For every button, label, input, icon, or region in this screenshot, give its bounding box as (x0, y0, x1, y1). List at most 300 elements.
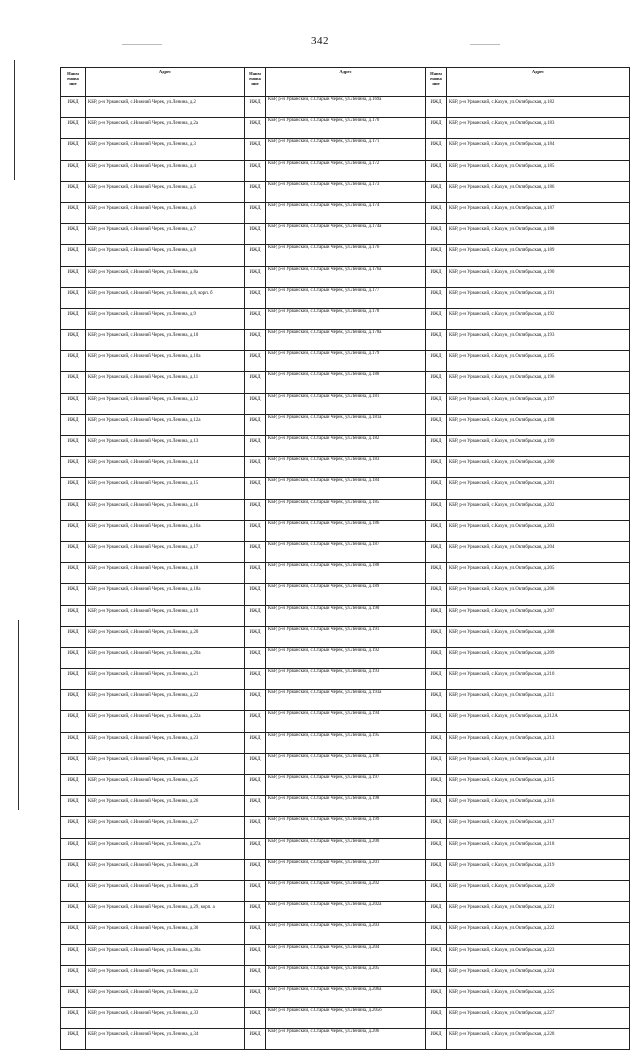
row-kind-1: ИЖД (61, 605, 86, 626)
row-kind-3: ИЖД (426, 1008, 447, 1029)
table-row (61, 478, 630, 499)
row-address-2: КБР, р-н Урванский, с.Старый Черек, ул.Ленина, д.193 (266, 669, 426, 690)
row-address-3: КБР, р-н Урванский, с.Кахун, ул.Октябрьская, д.206 (447, 584, 630, 605)
row-kind-1: ИЖД (61, 690, 86, 711)
table-row (61, 160, 630, 181)
table-row (61, 965, 630, 986)
row-kind-1: ИЖД (61, 880, 86, 901)
row-kind-1: ИЖД (61, 859, 86, 880)
row-address-2: КБР, р-н Урванский, с.Старый Черек, ул.Ленина, д.206 (266, 1029, 426, 1050)
row-address-3: КБР, р-н Урванский, с.Кахун, ул.Октябрьская, д.183 (447, 118, 630, 139)
table-row (61, 690, 630, 711)
row-kind-2: ИЖД (245, 351, 266, 372)
row-address-3: КБР, р-н Урванский, с.Кахун, ул.Октябрьская, д.216 (447, 796, 630, 817)
row-kind-3: ИЖД (426, 520, 447, 541)
row-address-1: КБР, р-н Урванский, с.Нижний Черек, ул.Ленина, д.16а (86, 520, 245, 541)
table-row (61, 393, 630, 414)
row-address-2: КБР, р-н Урванский, с.Старый Черек, ул.Ленина, д.180 (266, 372, 426, 393)
table-row (61, 732, 630, 753)
table-row (61, 584, 630, 605)
header-address-2: Адрес (266, 68, 426, 97)
header-address-3: Адрес (447, 68, 630, 97)
row-address-3: КБР, р-н Урванский, с.Кахун, ул.Октябрьская, д.225 (447, 986, 630, 1007)
table-row (61, 520, 630, 541)
row-kind-2: ИЖД (245, 965, 266, 986)
row-kind-2: ИЖД (245, 711, 266, 732)
row-address-3: КБР, р-н Урванский, с.Кахун, ул.Октябрьская, д.214 (447, 753, 630, 774)
row-kind-1: ИЖД (61, 563, 86, 584)
row-address-3: КБР, р-н Урванский, с.Кахун, ул.Октябрьская, д.200 (447, 457, 630, 478)
row-kind-1: ИЖД (61, 224, 86, 245)
row-kind-1: ИЖД (61, 732, 86, 753)
row-kind-2: ИЖД (245, 181, 266, 202)
row-kind-1: ИЖД (61, 372, 86, 393)
row-address-2: КБР, р-н Урванский, с.Старый Черек, ул.Ленина, д.184 (266, 478, 426, 499)
row-kind-2: ИЖД (245, 202, 266, 223)
row-address-1: КБР, р-н Урванский, с.Нижний Черек, ул.Ленина, д.2 (86, 97, 245, 118)
row-kind-1: ИЖД (61, 838, 86, 859)
row-kind-2: ИЖД (245, 880, 266, 901)
row-address-2: КБР, р-н Урванский, с.Старый Черек, ул.Ленина, д.194 (266, 711, 426, 732)
row-kind-2: ИЖД (245, 626, 266, 647)
row-kind-3: ИЖД (426, 245, 447, 266)
row-address-3: КБР, р-н Урванский, с.Кахун, ул.Октябрьская, д.195 (447, 351, 630, 372)
row-kind-3: ИЖД (426, 605, 447, 626)
row-address-1: КБР, р-н Урванский, с.Нижний Черек, ул.Ленина, д.28 (86, 859, 245, 880)
row-kind-1: ИЖД (61, 711, 86, 732)
row-kind-3: ИЖД (426, 859, 447, 880)
table-row (61, 266, 630, 287)
row-kind-3: ИЖД (426, 224, 447, 245)
row-address-2: КБР, р-н Урванский, с.Старый Черек, ул.Ленина, д.195 (266, 732, 426, 753)
row-address-2: КБР, р-н Урванский, с.Старый Черек, ул.Ленина, д.178 (266, 308, 426, 329)
row-kind-3: ИЖД (426, 414, 447, 435)
row-address-1: КБР, р-н Урванский, с.Нижний Черек, ул.Ленина, д.34 (86, 1029, 245, 1050)
row-address-1: КБР, р-н Урванский, с.Нижний Черек, ул.Ленина, д.12 (86, 393, 245, 414)
table-row (61, 499, 630, 520)
row-kind-3: ИЖД (426, 753, 447, 774)
row-kind-2: ИЖД (245, 732, 266, 753)
row-kind-3: ИЖД (426, 478, 447, 499)
row-address-1: КБР, р-н Урванский, с.Нижний Черек, ул.Ленина, д.29 (86, 880, 245, 901)
row-kind-1: ИЖД (61, 796, 86, 817)
header-address-1: Адрес (86, 68, 245, 97)
row-address-3: КБР, р-н Урванский, с.Кахун, ул.Октябрьская, д.222 (447, 923, 630, 944)
row-address-1: КБР, р-н Урванский, с.Нижний Черек, ул.Ленина, д.3 (86, 139, 245, 160)
row-kind-2: ИЖД (245, 436, 266, 457)
row-address-1: КБР, р-н Урванский, с.Нижний Черек, ул.Ленина, д.12а (86, 414, 245, 435)
row-kind-3: ИЖД (426, 626, 447, 647)
row-address-1: КБР, р-н Урванский, с.Нижний Черек, ул.Ленина, д.30а (86, 944, 245, 965)
table-row (61, 647, 630, 668)
row-address-3: КБР, р-н Урванский, с.Кахун, ул.Октябрьская, д.196 (447, 372, 630, 393)
table-row (61, 880, 630, 901)
row-kind-2: ИЖД (245, 330, 266, 351)
table-row (61, 796, 630, 817)
row-address-3: КБР, р-н Урванский, с.Кахун, ул.Октябрьская, д.191 (447, 287, 630, 308)
row-kind-3: ИЖД (426, 817, 447, 838)
row-kind-1: ИЖД (61, 139, 86, 160)
row-kind-3: ИЖД (426, 308, 447, 329)
row-address-1: КБР, р-н Урванский, с.Нижний Черек, ул.Ленина, д.33 (86, 1008, 245, 1029)
row-kind-2: ИЖД (245, 817, 266, 838)
row-kind-1: ИЖД (61, 1008, 86, 1029)
table-row (61, 1029, 630, 1050)
row-kind-1: ИЖД (61, 436, 86, 457)
row-address-3: КБР, р-н Урванский, с.Кахун, ул.Октябрьская, д.192 (447, 308, 630, 329)
row-address-3: КБР, р-н Урванский, с.Кахун, ул.Октябрьская, д.204 (447, 541, 630, 562)
row-address-2: КБР, р-н Урванский, с.Старый Черек, ул.Ленина, д.174а (266, 224, 426, 245)
row-address-3: КБР, р-н Урванский, с.Кахун, ул.Октябрьская, д.190 (447, 266, 630, 287)
row-kind-2: ИЖД (245, 457, 266, 478)
row-address-3: КБР, р-н Урванский, с.Кахун, ул.Октябрьская, д.208 (447, 626, 630, 647)
row-kind-3: ИЖД (426, 690, 447, 711)
row-address-3: КБР, р-н Урванский, с.Кахун, ул.Октябрьская, д.205 (447, 563, 630, 584)
row-address-3: КБР, р-н Урванский, с.Кахун, ул.Октябрьская, д.213 (447, 732, 630, 753)
row-address-3: КБР, р-н Урванский, с.Кахун, ул.Октябрьская, д.184 (447, 139, 630, 160)
row-kind-3: ИЖД (426, 160, 447, 181)
row-kind-2: ИЖД (245, 647, 266, 668)
row-kind-3: ИЖД (426, 1029, 447, 1050)
row-address-2: КБР, р-н Урванский, с.Старый Черек, ул.Ленина, д.192 (266, 647, 426, 668)
row-address-3: КБР, р-н Урванский, с.Кахун, ул.Октябрьская, д.224 (447, 965, 630, 986)
row-kind-3: ИЖД (426, 796, 447, 817)
row-kind-1: ИЖД (61, 266, 86, 287)
row-kind-2: ИЖД (245, 838, 266, 859)
header-kind-1: Наим енова ние (61, 68, 86, 97)
row-address-1: КБР, р-н Урванский, с.Нижний Черек, ул.Ленина, д.8а (86, 266, 245, 287)
table-row (61, 97, 630, 118)
row-kind-1: ИЖД (61, 986, 86, 1007)
row-address-2: КБР, р-н Урванский, с.Старый Черек, ул.Ленина, д.202а (266, 902, 426, 923)
row-kind-2: ИЖД (245, 308, 266, 329)
row-kind-3: ИЖД (426, 965, 447, 986)
row-address-1: КБР, р-н Урванский, с.Нижний Черек, ул.Ленина, д.24 (86, 753, 245, 774)
table-row (61, 245, 630, 266)
table-row (61, 563, 630, 584)
table-row (61, 944, 630, 965)
table-row (61, 287, 630, 308)
row-address-2: КБР, р-н Урванский, с.Старый Черек, ул.Ленина, д.170 (266, 118, 426, 139)
row-address-1: КБР, р-н Урванский, с.Нижний Черек, ул.Ленина, д.21 (86, 669, 245, 690)
row-address-1: КБР, р-н Урванский, с.Нижний Черек, ул.Ленина, д.8, корп. б (86, 287, 245, 308)
row-address-2: КБР, р-н Урванский, с.Старый Черек, ул.Ленина, д.173 (266, 181, 426, 202)
row-address-2: КБР, р-н Урванский, с.Старый Черек, ул.Ленина, д.198 (266, 796, 426, 817)
scan-artifact-margin-line (14, 60, 15, 180)
row-kind-3: ИЖД (426, 563, 447, 584)
row-kind-3: ИЖД (426, 944, 447, 965)
row-kind-1: ИЖД (61, 753, 86, 774)
row-address-1: КБР, р-н Урванский, с.Нижний Черек, ул.Ленина, д.20а (86, 647, 245, 668)
row-kind-1: ИЖД (61, 584, 86, 605)
table-row (61, 308, 630, 329)
row-kind-3: ИЖД (426, 287, 447, 308)
row-address-1: КБР, р-н Урванский, с.Нижний Черек, ул.Ленина, д.27 (86, 817, 245, 838)
row-kind-1: ИЖД (61, 647, 86, 668)
table-row (61, 224, 630, 245)
row-address-3: КБР, р-н Урванский, с.Кахун, ул.Октябрьская, д.198 (447, 414, 630, 435)
row-address-3: КБР, р-н Урванский, с.Кахун, ул.Октябрьская, д.227 (447, 1008, 630, 1029)
row-kind-2: ИЖД (245, 563, 266, 584)
row-address-1: КБР, р-н Урванский, с.Нижний Черек, ул.Ленина, д.15 (86, 478, 245, 499)
table-row (61, 859, 630, 880)
row-address-1: КБР, р-н Урванский, с.Нижний Черек, ул.Ленина, д.11 (86, 372, 245, 393)
row-address-2: КБР, р-н Урванский, с.Старый Черек, ул.Ленина, д.181а (266, 414, 426, 435)
row-address-2: КБР, р-н Урванский, с.Старый Черек, ул.Ленина, д.176а (266, 266, 426, 287)
row-kind-2: ИЖД (245, 796, 266, 817)
row-kind-1: ИЖД (61, 351, 86, 372)
table-row (61, 711, 630, 732)
row-kind-1: ИЖД (61, 202, 86, 223)
row-kind-2: ИЖД (245, 859, 266, 880)
row-kind-2: ИЖД (245, 775, 266, 796)
row-address-1: КБР, р-н Урванский, с.Нижний Черек, ул.Ленина, д.19 (86, 605, 245, 626)
table-row (61, 986, 630, 1007)
table-row (61, 351, 630, 372)
row-kind-2: ИЖД (245, 669, 266, 690)
row-kind-3: ИЖД (426, 711, 447, 732)
row-address-1: КБР, р-н Урванский, с.Нижний Черек, ул.Ленина, д.20 (86, 626, 245, 647)
row-address-1: КБР, р-н Урванский, с.Нижний Черек, ул.Ленина, д.10 (86, 330, 245, 351)
row-address-2: КБР, р-н Урванский, с.Старый Черек, ул.Ленина, д.200 (266, 838, 426, 859)
row-address-2: КБР, р-н Урванский, с.Старый Черек, ул.Ленина, д.205б (266, 1008, 426, 1029)
row-address-1: КБР, р-н Урванский, с.Нижний Черек, ул.Ленина, д.22 (86, 690, 245, 711)
row-kind-2: ИЖД (245, 1029, 266, 1050)
row-address-2: КБР, р-н Урванский, с.Старый Черек, ул.Ленина, д.203 (266, 923, 426, 944)
row-kind-2: ИЖД (245, 266, 266, 287)
row-address-2: КБР, р-н Урванский, с.Старый Черек, ул.Ленина, д.197 (266, 775, 426, 796)
table-row (61, 817, 630, 838)
table-row (61, 626, 630, 647)
row-kind-2: ИЖД (245, 160, 266, 181)
row-address-3: КБР, р-н Урванский, с.Кахун, ул.Октябрьская, д.207 (447, 605, 630, 626)
row-address-1: КБР, р-н Урванский, с.Нижний Черек, ул.Ленина, д.10а (86, 351, 245, 372)
row-kind-2: ИЖД (245, 372, 266, 393)
row-kind-1: ИЖД (61, 626, 86, 647)
row-address-3: КБР, р-н Урванский, с.Кахун, ул.Октябрьская, д.210 (447, 669, 630, 690)
row-kind-1: ИЖД (61, 965, 86, 986)
row-address-2: КБР, р-н Урванский, с.Старый Черек, ул.Ленина, д.183 (266, 457, 426, 478)
row-kind-1: ИЖД (61, 308, 86, 329)
row-kind-2: ИЖД (245, 690, 266, 711)
table-row (61, 541, 630, 562)
row-address-1: КБР, р-н Урванский, с.Нижний Черек, ул.Ленина, д.26 (86, 796, 245, 817)
table-row (61, 414, 630, 435)
row-address-3: КБР, р-н Урванский, с.Кахун, ул.Октябрьская, д.202 (447, 499, 630, 520)
row-kind-3: ИЖД (426, 986, 447, 1007)
table-row (61, 775, 630, 796)
row-kind-3: ИЖД (426, 266, 447, 287)
table-row (61, 605, 630, 626)
row-kind-1: ИЖД (61, 330, 86, 351)
row-kind-3: ИЖД (426, 584, 447, 605)
address-registry-table (60, 67, 630, 1050)
row-address-2: КБР, р-н Урванский, с.Старый Черек, ул.Ленина, д.172 (266, 160, 426, 181)
row-address-2: КБР, р-н Урванский, с.Старый Черек, ул.Ленина, д.193а (266, 690, 426, 711)
row-address-2: КБР, р-н Урванский, с.Старый Черек, ул.Ленина, д.205 (266, 965, 426, 986)
row-kind-1: ИЖД (61, 181, 86, 202)
row-kind-2: ИЖД (245, 753, 266, 774)
header-kind-3: Наим енова ние (426, 68, 447, 97)
row-kind-1: ИЖД (61, 499, 86, 520)
row-address-3: КБР, р-н Урванский, с.Кахун, ул.Октябрьская, д.186 (447, 181, 630, 202)
row-kind-3: ИЖД (426, 457, 447, 478)
row-address-2: КБР, р-н Урванский, с.Старый Черек, ул.Ленина, д.182 (266, 436, 426, 457)
row-address-3: КБР, р-н Урванский, с.Кахун, ул.Октябрьская, д.189 (447, 245, 630, 266)
row-address-3: КБР, р-н Урванский, с.Кахун, ул.Октябрьская, д.218 (447, 838, 630, 859)
row-address-2: КБР, р-н Урванский, с.Старый Черек, ул.Ленина, д.185 (266, 499, 426, 520)
row-kind-3: ИЖД (426, 97, 447, 118)
table-row (61, 372, 630, 393)
row-address-1: КБР, р-н Урванский, с.Нижний Черек, ул.Ленина, д.22а (86, 711, 245, 732)
row-address-1: КБР, р-н Урванский, с.Нижний Черек, ул.Ленина, д.8 (86, 245, 245, 266)
row-address-3: КБР, р-н Урванский, с.Кахун, ул.Октябрьская, д.188 (447, 224, 630, 245)
row-address-1: КБР, р-н Урванский, с.Нижний Черек, ул.Ленина, д.4 (86, 160, 245, 181)
row-kind-2: ИЖД (245, 414, 266, 435)
row-kind-1: ИЖД (61, 414, 86, 435)
row-address-2: КБР, р-н Урванский, с.Старый Черек, ул.Ленина, д.199 (266, 817, 426, 838)
row-kind-2: ИЖД (245, 393, 266, 414)
row-address-3: КБР, р-н Урванский, с.Кахун, ул.Октябрьская, д.219 (447, 859, 630, 880)
row-address-1: КБР, р-н Урванский, с.Нижний Черек, ул.Ленина, д.5 (86, 181, 245, 202)
row-address-2: КБР, р-н Урванский, с.Старый Черек, ул.Ленина, д.206а (266, 986, 426, 1007)
table-row (61, 118, 630, 139)
row-address-3: КБР, р-н Урванский, с.Кахун, ул.Октябрьская, д.228 (447, 1029, 630, 1050)
table-row (61, 669, 630, 690)
row-kind-3: ИЖД (426, 436, 447, 457)
row-address-2: КБР, р-н Урванский, с.Старый Черек, ул.Ленина, д.191 (266, 626, 426, 647)
row-address-3: КБР, р-н Урванский, с.Кахун, ул.Октябрьская, д.221 (447, 902, 630, 923)
row-address-1: КБР, р-н Урванский, с.Нижний Черек, ул.Ленина, д.6 (86, 202, 245, 223)
row-address-2: КБР, р-н Урванский, с.Старый Черек, ул.Ленина, д.190 (266, 605, 426, 626)
table-header-row (61, 68, 630, 97)
row-kind-2: ИЖД (245, 478, 266, 499)
row-address-3: КБР, р-н Урванский, с.Кахун, ул.Октябрьская, д.201 (447, 478, 630, 499)
row-address-1: КБР, р-н Урванский, с.Нижний Черек, ул.Ленина, д.25 (86, 775, 245, 796)
row-address-1: КБР, р-н Урванский, с.Нижний Черек, ул.Ленина, д.29, корп. а (86, 902, 245, 923)
row-kind-3: ИЖД (426, 202, 447, 223)
row-address-3: КБР, р-н Урванский, с.Кахун, ул.Октябрьская, д.209 (447, 647, 630, 668)
row-address-3: КБР, р-н Урванский, с.Кахун, ул.Октябрьская, д.187 (447, 202, 630, 223)
row-address-3: КБР, р-н Урванский, с.Кахун, ул.Октябрьская, д.193 (447, 330, 630, 351)
row-kind-1: ИЖД (61, 457, 86, 478)
row-address-1: КБР, р-н Урванский, с.Нижний Черек, ул.Ленина, д.17 (86, 541, 245, 562)
row-kind-3: ИЖД (426, 775, 447, 796)
row-kind-3: ИЖД (426, 351, 447, 372)
row-address-2: КБР, р-н Урванский, с.Старый Черек, ул.Ленина, д.204 (266, 944, 426, 965)
row-address-1: КБР, р-н Урванский, с.Нижний Черек, ул.Ленина, д.16 (86, 499, 245, 520)
row-kind-1: ИЖД (61, 287, 86, 308)
row-address-2: КБР, р-н Урванский, с.Старый Черек, ул.Ленина, д.179 (266, 351, 426, 372)
row-kind-3: ИЖД (426, 838, 447, 859)
row-address-3: КБР, р-н Урванский, с.Кахун, ул.Октябрьская, д.212А (447, 711, 630, 732)
row-address-1: КБР, р-н Урванский, с.Нижний Черек, ул.Ленина, д.9 (86, 308, 245, 329)
row-kind-2: ИЖД (245, 923, 266, 944)
row-address-1: КБР, р-н Урванский, с.Нижний Черек, ул.Ленина, д.31 (86, 965, 245, 986)
row-kind-2: ИЖД (245, 605, 266, 626)
row-kind-3: ИЖД (426, 499, 447, 520)
table-row (61, 139, 630, 160)
row-kind-1: ИЖД (61, 97, 86, 118)
row-address-2: КБР, р-н Урванский, с.Старый Черек, ул.Ленина, д.174 (266, 202, 426, 223)
page-number: 342 (311, 35, 329, 47)
row-kind-1: ИЖД (61, 669, 86, 690)
table-row (61, 202, 630, 223)
row-address-2: КБР, р-н Урванский, с.Старый Черек, ул.Ленина, д.187 (266, 541, 426, 562)
row-address-3: КБР, р-н Урванский, с.Кахун, ул.Октябрьская, д.223 (447, 944, 630, 965)
row-address-3: КБР, р-н Урванский, с.Кахун, ул.Октябрьская, д.185 (447, 160, 630, 181)
row-kind-1: ИЖД (61, 520, 86, 541)
row-kind-2: ИЖД (245, 1008, 266, 1029)
table-row (61, 457, 630, 478)
row-address-1: КБР, р-н Урванский, с.Нижний Черек, ул.Ленина, д.2а (86, 118, 245, 139)
row-address-1: КБР, р-н Урванский, с.Нижний Черек, ул.Ленина, д.14 (86, 457, 245, 478)
row-kind-3: ИЖД (426, 541, 447, 562)
table-row (61, 436, 630, 457)
row-kind-1: ИЖД (61, 902, 86, 923)
row-address-3: КБР, р-н Урванский, с.Кахун, ул.Октябрьская, д.211 (447, 690, 630, 711)
row-kind-2: ИЖД (245, 287, 266, 308)
row-kind-3: ИЖД (426, 902, 447, 923)
row-address-2: КБР, р-н Урванский, с.Старый Черек, ул.Ленина, д.196 (266, 753, 426, 774)
row-address-3: КБР, р-н Урванский, с.Кахун, ул.Октябрьская, д.220 (447, 880, 630, 901)
row-address-2: КБР, р-н Урванский, с.Старый Черек, ул.Ленина, д.178а (266, 330, 426, 351)
row-kind-1: ИЖД (61, 245, 86, 266)
row-kind-2: ИЖД (245, 541, 266, 562)
table-row (61, 923, 630, 944)
row-address-2: КБР, р-н Урванский, с.Старый Черек, ул.Ленина, д.169а (266, 97, 426, 118)
row-address-3: КБР, р-н Урванский, с.Кахун, ул.Октябрьская, д.217 (447, 817, 630, 838)
row-kind-1: ИЖД (61, 118, 86, 139)
row-address-2: КБР, р-н Урванский, с.Старый Черек, ул.Ленина, д.189 (266, 584, 426, 605)
row-kind-1: ИЖД (61, 775, 86, 796)
row-kind-1: ИЖД (61, 541, 86, 562)
row-kind-3: ИЖД (426, 923, 447, 944)
row-address-3: КБР, р-н Урванский, с.Кахун, ул.Октябрьская, д.215 (447, 775, 630, 796)
row-address-1: КБР, р-н Урванский, с.Нижний Черек, ул.Ленина, д.18а (86, 584, 245, 605)
row-kind-2: ИЖД (245, 986, 266, 1007)
table-row (61, 753, 630, 774)
table-row (61, 838, 630, 859)
row-kind-1: ИЖД (61, 393, 86, 414)
row-kind-2: ИЖД (245, 118, 266, 139)
row-address-3: КБР, р-н Урванский, с.Кахун, ул.Октябрьская, д.182 (447, 97, 630, 118)
row-kind-1: ИЖД (61, 923, 86, 944)
row-kind-1: ИЖД (61, 160, 86, 181)
row-kind-3: ИЖД (426, 330, 447, 351)
row-kind-1: ИЖД (61, 478, 86, 499)
row-kind-3: ИЖД (426, 669, 447, 690)
row-address-1: КБР, р-н Урванский, с.Нижний Черек, ул.Ленина, д.30 (86, 923, 245, 944)
row-address-2: КБР, р-н Урванский, с.Старый Черек, ул.Ленина, д.177 (266, 287, 426, 308)
row-address-1: КБР, р-н Урванский, с.Нижний Черек, ул.Ленина, д.13 (86, 436, 245, 457)
row-kind-1: ИЖД (61, 817, 86, 838)
row-kind-2: ИЖД (245, 139, 266, 160)
row-kind-3: ИЖД (426, 647, 447, 668)
row-address-2: КБР, р-н Урванский, с.Старый Черек, ул.Ленина, д.171 (266, 139, 426, 160)
row-kind-3: ИЖД (426, 372, 447, 393)
row-address-2: КБР, р-н Урванский, с.Старый Черек, ул.Ленина, д.201 (266, 859, 426, 880)
row-kind-2: ИЖД (245, 97, 266, 118)
row-address-1: КБР, р-н Урванский, с.Нижний Черек, ул.Ленина, д.18 (86, 563, 245, 584)
row-kind-2: ИЖД (245, 245, 266, 266)
row-kind-2: ИЖД (245, 499, 266, 520)
row-kind-3: ИЖД (426, 181, 447, 202)
row-address-1: КБР, р-н Урванский, с.Нижний Черек, ул.Ленина, д.23 (86, 732, 245, 753)
row-address-1: КБР, р-н Урванский, с.Нижний Черек, ул.Ленина, д.7 (86, 224, 245, 245)
row-kind-3: ИЖД (426, 732, 447, 753)
row-kind-3: ИЖД (426, 118, 447, 139)
